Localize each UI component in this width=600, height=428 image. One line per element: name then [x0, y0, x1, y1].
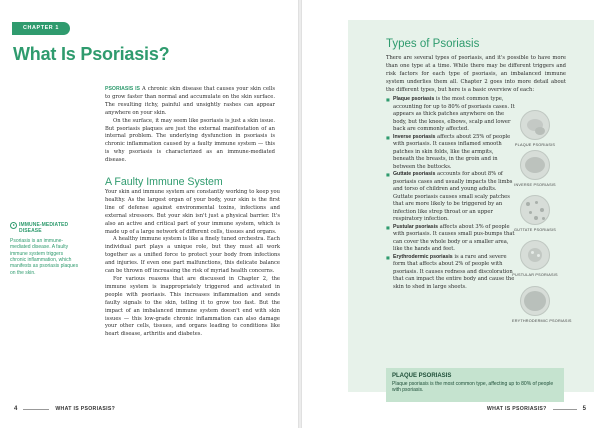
skin-photo	[520, 195, 550, 225]
left-footer	[14, 406, 115, 412]
pustular-psoriasis-image	[512, 240, 558, 277]
list-item	[386, 224, 516, 254]
image-caption: ERYTHRODERMIC PSORIASIS	[512, 319, 572, 323]
left-page	[0, 0, 298, 428]
chapter-title: What Is Psoriasis?	[13, 44, 170, 64]
list-item	[386, 134, 516, 172]
plaque-psoriasis-image	[512, 110, 558, 147]
callout-box	[386, 368, 564, 402]
section-paragraph-1: Your skin and immune system are constantly working to keep you healthy. As the largest organ of your body, your skin is the first line of defense against environmental toxins, infections and external stressors. But your skin isn't just a physical barrier. It's also an active and critical part of your immune system, which is made up of a large network of different cells, tissues and organs.	[105, 189, 280, 235]
types-list	[386, 96, 516, 291]
left-running-head: WHAT IS PSORIASIS?	[55, 406, 116, 412]
skin-photo	[520, 240, 550, 270]
types-intro-text: There are several types of psoriasis, and it's possible to have more than one type at a time. While there may be different triggers and risk factors for each type of psoriasis, an imbalanced immune system underlies them all. Chapter 2 goes into more detail about the different types, but here is a basic overview of each:	[386, 55, 566, 93]
list-item	[386, 254, 516, 292]
sidenote-text: Psoriasis is an immune-mediated disease. A faulty immune system triggers chronic inflammation, which manifests as psoriasis plaques on the skin.	[10, 237, 79, 276]
guttate-psoriasis-image	[512, 195, 558, 232]
section-paragraph-3: For various reasons that are discussed in Chapter 2, the immune system is inappropriately triggered and activated in people with psoriasis. This increases inflammation and sends faulty signals to the skin, telling it to grow too fast. But the impact of an imbalanced immune system doesn't end with skin issues — this low-grade chronic inflammation can also damage your other cells, tissues, and organs leading to conditions like heart disease, arthritis and diabetes.	[105, 275, 280, 338]
image-caption: INVERSE PSORIASIS	[514, 183, 556, 187]
types-heading: Types of Psoriasis	[386, 38, 480, 50]
intro-text	[105, 86, 275, 165]
intro-term: PSORIASIS IS	[105, 86, 140, 92]
skin-photo	[520, 150, 550, 180]
intro-p1-text: A chronic skin disease that causes your skin cells to grow faster than normal and accumulate on the skin surface. The resulting itchy, painful and unsightly rashes can appear anywhere on your skin.	[105, 86, 275, 116]
image-caption: PUSTULAR PSORIASIS	[512, 273, 558, 277]
sidenote-header	[10, 222, 80, 235]
type-name: Plaque psoriasis	[393, 96, 435, 102]
callout-text: Plaque psoriasis is the most common type, affecting up to 80% of people with psoriasis.	[392, 381, 554, 394]
chapter-label: CHAPTER 1	[12, 22, 70, 35]
callout-heading: PLAQUE PSORIASIS	[392, 373, 452, 379]
list-item	[386, 171, 516, 224]
type-text: affects about 3% of people with psoriasis. It causes small pus-bumps that can cover the whole body or a smaller area, like the hands and feet.	[393, 223, 515, 252]
footer-rule	[23, 409, 49, 410]
type-text: affects about 25% of people with psoriasis. It causes inflamed smooth patches in skin folds, like the armpits, beneath the breasts, in the groin and in between the buttocks.	[393, 133, 511, 170]
intro-paragraph-1	[105, 86, 275, 118]
type-name: Pustular psoriasis	[393, 223, 438, 230]
image-caption: GUTTATE PSORIASIS	[513, 228, 557, 232]
section-text	[105, 189, 280, 339]
type-text: is the most common type, accounting for up to 80% of psoriasis cases. It appears as thick patches anywhere on the body, but the knees, elbows, scalp and lower back are commonly affected.	[393, 96, 515, 132]
list-item	[386, 96, 516, 134]
erythrodermic-psoriasis-image	[512, 286, 572, 323]
skin-photo	[520, 110, 550, 140]
left-page-number: 4	[14, 406, 18, 412]
intro-paragraph-2: On the surface, it may seem like psoriasis is just a skin issue. But psoriasis plaques are just the external manifestation of an internal problem. The underlying dysfunction in psoriasis is chronic inflammation caused by a faulty immune system — this is why psoriasis is characterized as an immune-mediated disease.	[105, 117, 275, 164]
section-paragraph-2: A healthy immune system is like a finely tuned orchestra. Each individual part plays a unique role, but they must all work together as a unified force to protect your body from infections and injuries. If even one part malfunctions, this delicate balance can be thrown off increasing the risk of myriad health concerns.	[105, 236, 280, 275]
right-page	[302, 0, 600, 428]
play-circle-icon	[10, 222, 17, 229]
type-name: Erythrodermic psoriasis	[393, 253, 453, 260]
type-text: accounts for about 8% of psoriasis cases and usually impacts the limbs and torso of children and young adults. Guttate psoriasis causes small scaly patches that are more likely to be triggered by an infection like strep throat or an upper respiratory infection.	[393, 171, 513, 222]
sidenote-heading: IMMUNE-MEDIATED DISEASE	[19, 222, 69, 235]
inverse-psoriasis-image	[512, 150, 558, 187]
type-text: is a rare and severe form that affects about 2% of people with psoriasis. It causes redness and discoloration that can impact the entire body and cause the skin to shed in large sheets.	[393, 253, 515, 290]
types-intro	[386, 55, 566, 95]
section-heading: A Faulty Immune System	[105, 176, 223, 188]
skin-photo	[520, 286, 550, 316]
sidenote	[10, 222, 80, 276]
right-running-head: WHAT IS PSORIASIS?	[486, 406, 547, 412]
right-page-number: 5	[582, 406, 586, 412]
right-footer	[487, 406, 586, 412]
type-name: Inverse psoriasis	[393, 133, 436, 140]
image-caption: PLAQUE PSORIASIS	[514, 143, 556, 147]
footer-rule	[553, 409, 577, 410]
type-name: Guttate psoriasis	[393, 171, 436, 177]
